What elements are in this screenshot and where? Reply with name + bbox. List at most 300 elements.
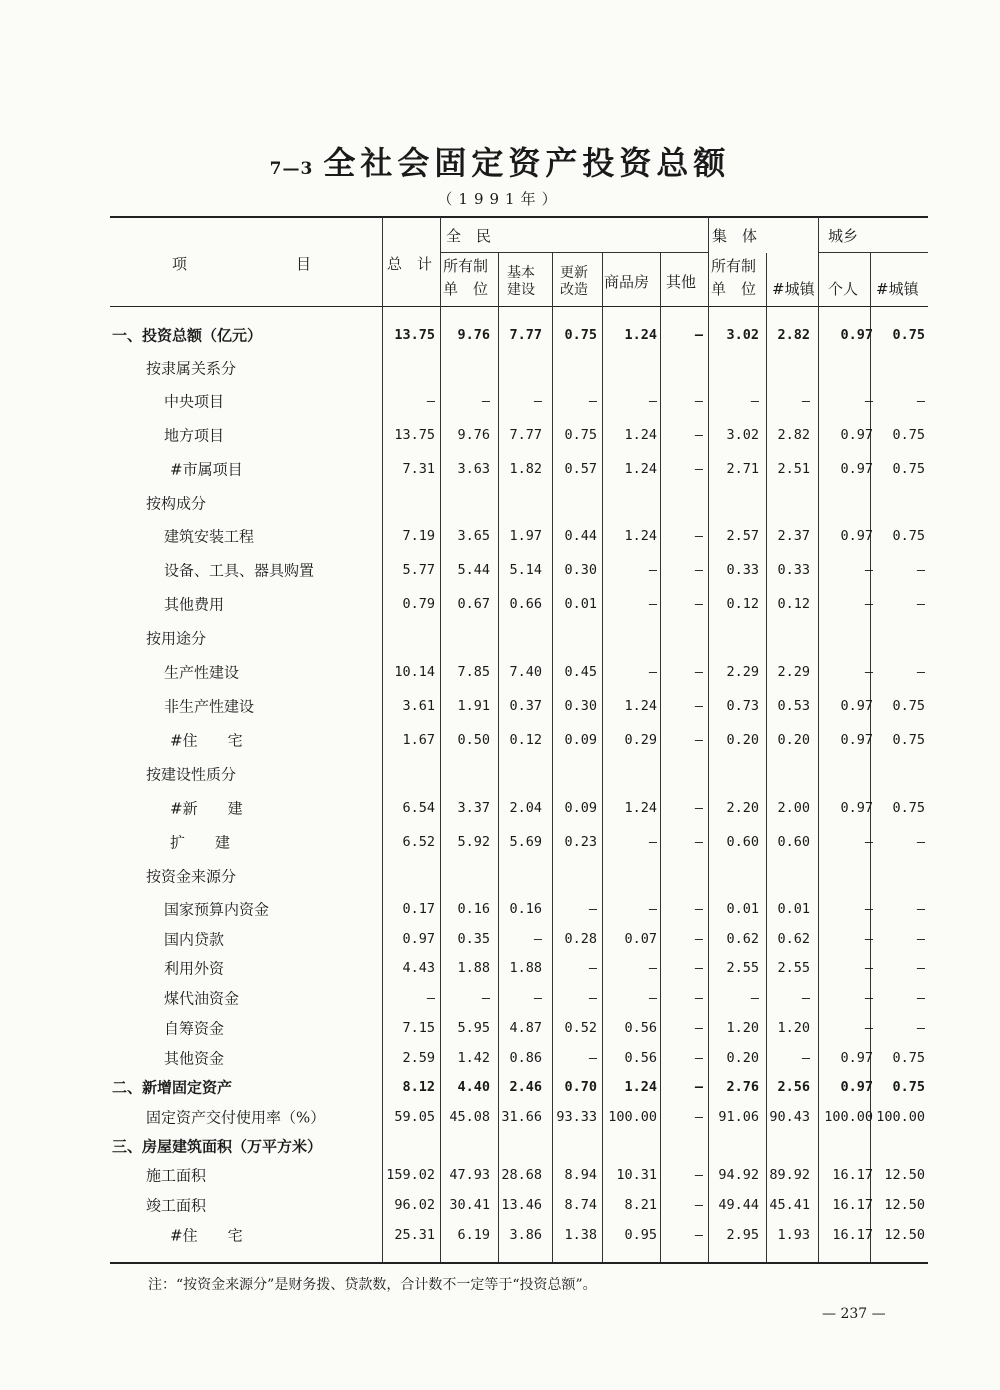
cell-value: 5.14 bbox=[509, 562, 542, 578]
header-rural-group: 城乡 bbox=[828, 227, 859, 245]
state-group-rule bbox=[440, 252, 708, 253]
cell-value: 0.44 bbox=[564, 528, 597, 544]
rural-group-rule bbox=[818, 252, 928, 253]
cell-value: — bbox=[694, 990, 703, 1006]
cell-value: 0.62 bbox=[726, 931, 759, 947]
cell-value: 0.50 bbox=[457, 732, 490, 748]
cell-value: 91.06 bbox=[718, 1109, 759, 1125]
cell-value: 0.01 bbox=[564, 596, 597, 612]
cell-value: 2.82 bbox=[777, 327, 810, 343]
table-row bbox=[0, 1072, 1000, 1102]
row-label: 国家预算内资金 bbox=[164, 900, 270, 919]
cell-value: 0.97 bbox=[840, 461, 873, 477]
cell-value: 0.56 bbox=[624, 1020, 657, 1036]
cell-value: 10.31 bbox=[616, 1167, 657, 1183]
cell-value: — bbox=[801, 393, 810, 409]
cell-value: 30.41 bbox=[449, 1197, 490, 1213]
cell-value: — bbox=[694, 698, 703, 714]
cell-value: 3.63 bbox=[457, 461, 490, 477]
cell-value: 7.77 bbox=[509, 327, 542, 343]
cell-value: 5.92 bbox=[457, 834, 490, 850]
header-item-b: 目 bbox=[296, 255, 312, 273]
header-basic-2: 建设 bbox=[507, 282, 535, 298]
cell-value: 6.54 bbox=[402, 800, 435, 816]
cell-value: 9.76 bbox=[457, 427, 490, 443]
table-row bbox=[0, 725, 1000, 755]
cell-value: 1.82 bbox=[509, 461, 542, 477]
cell-value: 8.94 bbox=[564, 1167, 597, 1183]
cell-value: 45.41 bbox=[769, 1197, 810, 1213]
cell-value: — bbox=[864, 1020, 873, 1036]
cell-value: 2.71 bbox=[726, 461, 759, 477]
cell-value: — bbox=[694, 960, 703, 976]
row-label: 按资金来源分 bbox=[146, 867, 237, 886]
table-row bbox=[0, 759, 1000, 789]
cell-value: — bbox=[916, 901, 925, 917]
table-row bbox=[0, 488, 1000, 518]
cell-value: 7.77 bbox=[509, 427, 542, 443]
cell-value: — bbox=[694, 901, 703, 917]
cell-value: 1.93 bbox=[777, 1227, 810, 1243]
cell-value: 5.95 bbox=[457, 1020, 490, 1036]
cell-value: 0.73 bbox=[726, 698, 759, 714]
page-number: — 237 — bbox=[822, 1306, 886, 1322]
cell-value: 159.02 bbox=[386, 1167, 435, 1183]
row-label: 按建设性质分 bbox=[146, 765, 237, 784]
cell-value: 2.56 bbox=[777, 1079, 810, 1095]
cell-value: — bbox=[426, 990, 435, 1006]
table-row bbox=[0, 320, 1000, 350]
cell-value: 0.12 bbox=[777, 596, 810, 612]
cell-value: 0.30 bbox=[564, 698, 597, 714]
row-label: 煤代油资金 bbox=[164, 989, 240, 1008]
cell-value: — bbox=[864, 562, 873, 578]
cell-value: 1.24 bbox=[624, 1079, 657, 1095]
cell-value: 100.00 bbox=[608, 1109, 657, 1125]
footnote: 注：“按资金来源分”是财务拨、贷款数，合计数不一定等于“投资总额”。 bbox=[148, 1277, 597, 1293]
header-renew-2: 改造 bbox=[560, 282, 588, 298]
cell-value: 0.75 bbox=[564, 327, 597, 343]
cell-value: 96.02 bbox=[394, 1197, 435, 1213]
cell-value: 0.97 bbox=[840, 1050, 873, 1066]
cell-value: 0.97 bbox=[840, 732, 873, 748]
cell-value: 0.53 bbox=[777, 698, 810, 714]
cell-value: 8.21 bbox=[624, 1197, 657, 1213]
cell-value: — bbox=[694, 1050, 703, 1066]
cell-value: 1.24 bbox=[624, 528, 657, 544]
cell-value: 1.24 bbox=[624, 698, 657, 714]
cell-value: 2.57 bbox=[726, 528, 759, 544]
row-label: 利用外资 bbox=[164, 959, 225, 978]
row-label: #住 宅 bbox=[170, 1226, 243, 1245]
table-row bbox=[0, 555, 1000, 585]
cell-value: 0.16 bbox=[457, 901, 490, 917]
cell-value: 25.31 bbox=[394, 1227, 435, 1243]
cell-value: 0.09 bbox=[564, 732, 597, 748]
cell-value: 1.20 bbox=[726, 1020, 759, 1036]
cell-value: — bbox=[648, 990, 657, 1006]
cell-value: 0.01 bbox=[777, 901, 810, 917]
cell-value: 0.66 bbox=[509, 596, 542, 612]
cell-value: 0.86 bbox=[509, 1050, 542, 1066]
cell-value: — bbox=[864, 931, 873, 947]
cell-value: — bbox=[750, 393, 759, 409]
cell-value: 0.56 bbox=[624, 1050, 657, 1066]
cell-value: 3.37 bbox=[457, 800, 490, 816]
cell-value: — bbox=[750, 990, 759, 1006]
cell-value: 13.75 bbox=[394, 427, 435, 443]
cell-value: 28.68 bbox=[501, 1167, 542, 1183]
cell-value: 2.00 bbox=[777, 800, 810, 816]
row-label: 固定资产交付使用率（%） bbox=[146, 1108, 326, 1127]
cell-value: 2.76 bbox=[726, 1079, 759, 1095]
cell-value: 5.77 bbox=[402, 562, 435, 578]
cell-value: 5.69 bbox=[509, 834, 542, 850]
cell-value: 31.66 bbox=[501, 1109, 542, 1125]
cell-value: 0.97 bbox=[840, 427, 873, 443]
header-ind-town: #城镇 bbox=[876, 280, 919, 298]
cell-value: 3.86 bbox=[509, 1227, 542, 1243]
cell-value: 8.12 bbox=[402, 1079, 435, 1095]
row-label: 自筹资金 bbox=[164, 1019, 225, 1038]
table-row bbox=[0, 1131, 1000, 1161]
table-title: 全社会固定资产投资总额 bbox=[323, 144, 731, 182]
header-coll-town: #城镇 bbox=[772, 280, 815, 298]
cell-value: 3.02 bbox=[726, 327, 759, 343]
cell-value: — bbox=[694, 834, 703, 850]
cell-value: 0.37 bbox=[509, 698, 542, 714]
cell-value: 0.45 bbox=[564, 664, 597, 680]
table-row bbox=[0, 983, 1000, 1013]
cell-value: — bbox=[648, 596, 657, 612]
cell-value: — bbox=[481, 990, 490, 1006]
cell-value: 6.19 bbox=[457, 1227, 490, 1243]
cell-value: — bbox=[694, 1020, 703, 1036]
header-coll-own-2: 单 位 bbox=[711, 280, 757, 298]
cell-value: — bbox=[588, 960, 597, 976]
table-row bbox=[0, 521, 1000, 551]
cell-value: 6.52 bbox=[402, 834, 435, 850]
cell-value: 1.20 bbox=[777, 1020, 810, 1036]
table-bottom-rule bbox=[110, 1262, 928, 1264]
cell-value: — bbox=[916, 990, 925, 1006]
header-basic-1: 基本 bbox=[507, 265, 535, 281]
cell-value: 0.75 bbox=[892, 327, 925, 343]
cell-value: 0.20 bbox=[726, 1050, 759, 1066]
cell-value: 1.24 bbox=[624, 427, 657, 443]
cell-value: 7.15 bbox=[402, 1020, 435, 1036]
cell-value: 2.29 bbox=[726, 664, 759, 680]
cell-value: 0.62 bbox=[777, 931, 810, 947]
cell-value: 7.85 bbox=[457, 664, 490, 680]
table-row bbox=[0, 454, 1000, 484]
cell-value: — bbox=[588, 990, 597, 1006]
cell-value: 0.60 bbox=[777, 834, 810, 850]
cell-value: — bbox=[916, 1020, 925, 1036]
cell-value: 0.33 bbox=[726, 562, 759, 578]
cell-value: 0.35 bbox=[457, 931, 490, 947]
row-label: #市属项目 bbox=[170, 460, 243, 479]
table-row bbox=[0, 1102, 1000, 1132]
row-label: 设备、工具、器具购置 bbox=[164, 561, 315, 580]
cell-value: 12.50 bbox=[884, 1167, 925, 1183]
cell-value: 0.75 bbox=[892, 1050, 925, 1066]
header-commercial: 商品房 bbox=[604, 273, 650, 291]
cell-value: 0.75 bbox=[892, 427, 925, 443]
header-other: 其他 bbox=[666, 273, 697, 291]
cell-value: — bbox=[864, 901, 873, 917]
cell-value: 0.33 bbox=[777, 562, 810, 578]
cell-value: — bbox=[426, 393, 435, 409]
cell-value: — bbox=[648, 562, 657, 578]
header-state-group: 全 民 bbox=[446, 227, 492, 245]
header-collective-group: 集 体 bbox=[712, 227, 758, 245]
cell-value: 7.31 bbox=[402, 461, 435, 477]
cell-value: 10.14 bbox=[394, 664, 435, 680]
cell-value: 0.75 bbox=[564, 427, 597, 443]
cell-value: 0.29 bbox=[624, 732, 657, 748]
cell-value: 100.00 bbox=[876, 1109, 925, 1125]
cell-value: 2.55 bbox=[726, 960, 759, 976]
row-label: 地方项目 bbox=[164, 426, 225, 445]
row-label: 三、房屋建筑面积（万平方米） bbox=[112, 1137, 323, 1156]
cell-value: 0.67 bbox=[457, 596, 490, 612]
cell-value: 4.40 bbox=[457, 1079, 490, 1095]
cell-value: 5.44 bbox=[457, 562, 490, 578]
row-label: 其他资金 bbox=[164, 1049, 225, 1068]
cell-value: 0.30 bbox=[564, 562, 597, 578]
cell-value: — bbox=[694, 931, 703, 947]
cell-value: 1.42 bbox=[457, 1050, 490, 1066]
cell-value: 89.92 bbox=[769, 1167, 810, 1183]
cell-value: 0.52 bbox=[564, 1020, 597, 1036]
cell-value: 0.20 bbox=[726, 732, 759, 748]
cell-value: — bbox=[694, 732, 703, 748]
cell-value: 0.12 bbox=[509, 732, 542, 748]
cell-value: 1.24 bbox=[624, 800, 657, 816]
header-individual: 个人 bbox=[828, 280, 859, 298]
cell-value: — bbox=[864, 990, 873, 1006]
cell-value: — bbox=[801, 990, 810, 1006]
cell-value: 0.17 bbox=[402, 901, 435, 917]
cell-value: 0.75 bbox=[892, 800, 925, 816]
cell-value: — bbox=[648, 960, 657, 976]
row-label: 非生产性建设 bbox=[164, 697, 255, 716]
cell-value: — bbox=[864, 393, 873, 409]
cell-value: 16.17 bbox=[832, 1197, 873, 1213]
table-row bbox=[0, 386, 1000, 416]
cell-value: 12.50 bbox=[884, 1197, 925, 1213]
cell-value: 2.59 bbox=[402, 1050, 435, 1066]
row-label: 国内贷款 bbox=[164, 930, 225, 949]
table-row bbox=[0, 827, 1000, 857]
table-row bbox=[0, 894, 1000, 924]
cell-value: — bbox=[694, 528, 703, 544]
cell-value: 1.24 bbox=[624, 327, 657, 343]
cell-value: — bbox=[864, 960, 873, 976]
cell-value: 0.75 bbox=[892, 698, 925, 714]
cell-value: 4.43 bbox=[402, 960, 435, 976]
header-bottom-rule bbox=[110, 306, 928, 307]
table-row bbox=[0, 420, 1000, 450]
header-total: 总 计 bbox=[387, 255, 433, 273]
cell-value: 0.97 bbox=[840, 528, 873, 544]
cell-value: 2.20 bbox=[726, 800, 759, 816]
cell-value: — bbox=[648, 393, 657, 409]
cell-value: 0.28 bbox=[564, 931, 597, 947]
table-year: （1991年） bbox=[437, 190, 563, 208]
cell-value: — bbox=[694, 1167, 703, 1183]
cell-value: 90.43 bbox=[769, 1109, 810, 1125]
cell-value: — bbox=[588, 901, 597, 917]
cell-value: 2.51 bbox=[777, 461, 810, 477]
cell-value: 0.70 bbox=[564, 1079, 597, 1095]
cell-value: — bbox=[864, 664, 873, 680]
cell-value: 2.04 bbox=[509, 800, 542, 816]
cell-value: — bbox=[481, 393, 490, 409]
cell-value: — bbox=[694, 1079, 703, 1095]
cell-value: — bbox=[588, 393, 597, 409]
cell-value: 0.57 bbox=[564, 461, 597, 477]
cell-value: 47.93 bbox=[449, 1167, 490, 1183]
cell-value: 0.75 bbox=[892, 1079, 925, 1095]
table-row bbox=[0, 353, 1000, 383]
cell-value: 1.24 bbox=[624, 461, 657, 477]
cell-value: — bbox=[916, 596, 925, 612]
cell-value: — bbox=[916, 393, 925, 409]
cell-value: 59.05 bbox=[394, 1109, 435, 1125]
cell-value: 2.95 bbox=[726, 1227, 759, 1243]
cell-value: — bbox=[694, 596, 703, 612]
cell-value: — bbox=[694, 1227, 703, 1243]
table-row bbox=[0, 1013, 1000, 1043]
cell-value: 100.00 bbox=[824, 1109, 873, 1125]
header-state-own-1: 所有制 bbox=[443, 257, 489, 275]
table-row bbox=[0, 1190, 1000, 1220]
table-row bbox=[0, 924, 1000, 954]
cell-value: 3.61 bbox=[402, 698, 435, 714]
table-row bbox=[0, 623, 1000, 653]
row-label: 竣工面积 bbox=[146, 1196, 207, 1215]
table-row bbox=[0, 1043, 1000, 1073]
row-label: 生产性建设 bbox=[164, 663, 240, 682]
cell-value: — bbox=[648, 664, 657, 680]
cell-value: — bbox=[533, 931, 542, 947]
cell-value: — bbox=[916, 960, 925, 976]
cell-value: 2.55 bbox=[777, 960, 810, 976]
row-label: 中央项目 bbox=[164, 392, 225, 411]
cell-value: 0.75 bbox=[892, 732, 925, 748]
cell-value: 1.91 bbox=[457, 698, 490, 714]
cell-value: — bbox=[694, 427, 703, 443]
cell-value: 0.97 bbox=[840, 327, 873, 343]
table-top-rule bbox=[110, 216, 928, 218]
table-row bbox=[0, 861, 1000, 891]
cell-value: 0.97 bbox=[840, 800, 873, 816]
cell-value: 0.79 bbox=[402, 596, 435, 612]
cell-value: 2.37 bbox=[777, 528, 810, 544]
cell-value: 3.02 bbox=[726, 427, 759, 443]
cell-value: — bbox=[694, 664, 703, 680]
cell-value: 16.17 bbox=[832, 1227, 873, 1243]
row-label: 二、新增固定资产 bbox=[112, 1078, 233, 1097]
cell-value: 7.19 bbox=[402, 528, 435, 544]
cell-value: 1.38 bbox=[564, 1227, 597, 1243]
cell-value: — bbox=[864, 834, 873, 850]
cell-value: 2.82 bbox=[777, 427, 810, 443]
cell-value: 45.08 bbox=[449, 1109, 490, 1125]
cell-value: 0.09 bbox=[564, 800, 597, 816]
cell-value: 0.97 bbox=[840, 698, 873, 714]
table-row bbox=[0, 793, 1000, 823]
cell-value: 1.97 bbox=[509, 528, 542, 544]
cell-value: — bbox=[694, 327, 703, 343]
row-label: 扩 建 bbox=[170, 833, 231, 852]
cell-value: — bbox=[648, 834, 657, 850]
cell-value: — bbox=[916, 834, 925, 850]
cell-value: — bbox=[801, 1050, 810, 1066]
row-label: 建筑安装工程 bbox=[164, 527, 255, 546]
cell-value: — bbox=[916, 931, 925, 947]
cell-value: 0.75 bbox=[892, 461, 925, 477]
cell-value: 13.46 bbox=[501, 1197, 542, 1213]
cell-value: — bbox=[648, 901, 657, 917]
row-label: 按隶属关系分 bbox=[146, 359, 237, 378]
cell-value: — bbox=[533, 990, 542, 1006]
cell-value: 1.88 bbox=[509, 960, 542, 976]
cell-value: — bbox=[588, 1050, 597, 1066]
cell-value: — bbox=[694, 562, 703, 578]
row-label: 按用途分 bbox=[146, 629, 207, 648]
cell-value: — bbox=[694, 1197, 703, 1213]
cell-value: 2.46 bbox=[509, 1079, 542, 1095]
cell-value: 0.16 bbox=[509, 901, 542, 917]
row-label: 一、投资总额（亿元） bbox=[112, 326, 263, 345]
cell-value: 49.44 bbox=[718, 1197, 759, 1213]
cell-value: — bbox=[694, 1109, 703, 1125]
cell-value: 13.75 bbox=[394, 327, 435, 343]
header-renew-1: 更新 bbox=[560, 265, 588, 281]
header-coll-own-1: 所有制 bbox=[711, 257, 757, 275]
cell-value: — bbox=[916, 664, 925, 680]
header-item-a: 项 bbox=[172, 255, 188, 273]
cell-value: 0.97 bbox=[402, 931, 435, 947]
cell-value: 4.87 bbox=[509, 1020, 542, 1036]
cell-value: — bbox=[694, 461, 703, 477]
table-number: 7—3 bbox=[269, 159, 314, 179]
cell-value: 1.67 bbox=[402, 732, 435, 748]
row-label: 施工面积 bbox=[146, 1166, 207, 1185]
page-title bbox=[0, 138, 1000, 184]
cell-value: 0.95 bbox=[624, 1227, 657, 1243]
row-label: #住 宅 bbox=[170, 731, 243, 750]
cell-value: 0.07 bbox=[624, 931, 657, 947]
cell-value: 0.01 bbox=[726, 901, 759, 917]
cell-value: 93.33 bbox=[556, 1109, 597, 1125]
cell-value: 0.60 bbox=[726, 834, 759, 850]
cell-value: 0.20 bbox=[777, 732, 810, 748]
cell-value: 3.65 bbox=[457, 528, 490, 544]
table-row bbox=[0, 589, 1000, 619]
cell-value: 0.97 bbox=[840, 1079, 873, 1095]
table-row bbox=[0, 691, 1000, 721]
table-row bbox=[0, 1160, 1000, 1190]
cell-value: 2.29 bbox=[777, 664, 810, 680]
cell-value: — bbox=[864, 596, 873, 612]
cell-value: 8.74 bbox=[564, 1197, 597, 1213]
cell-value: 94.92 bbox=[718, 1167, 759, 1183]
row-label: 其他费用 bbox=[164, 595, 225, 614]
